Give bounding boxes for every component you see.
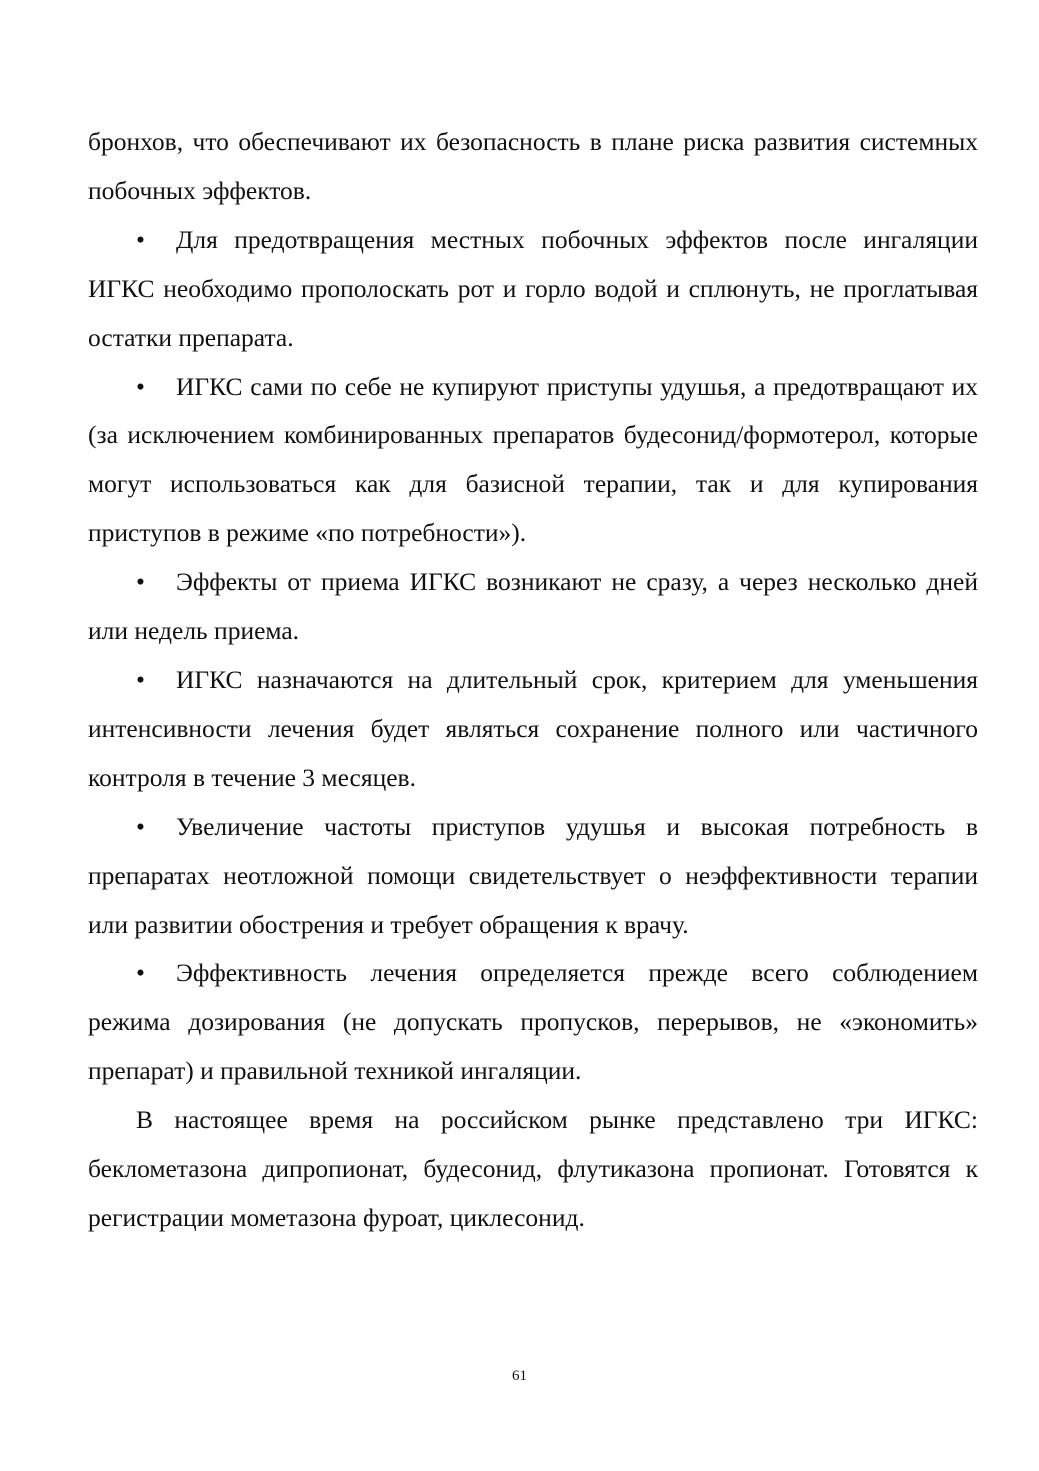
bullet-item: [88, 803, 978, 950]
bullet-item: [88, 656, 978, 803]
bullet-item: [88, 216, 978, 363]
continuation-paragraph: бронхов, что обеспечивают их безопасность в плане риска развития системных побочных эффектов.: [88, 127, 978, 205]
bullet-text: Для предотвращения местных побочных эффектов после ингаляции ИГКС необходимо прополоскать рот и горло водой и сплюнуть, не проглатывая остатки препарата.: [88, 224, 978, 352]
page-number: 61: [512, 1368, 527, 1384]
bullet-item: [88, 949, 978, 1096]
bullet-item: [88, 363, 978, 559]
bullet-text: ИГКС назначаются на длительный срок, критерием для уменьшения интенсивности лечения будет являться сохранение полного или частичного контроля в течение 3 месяцев.: [88, 664, 978, 792]
bullet-icon: •: [136, 567, 145, 597]
final-paragraph: В настоящее время на российском рынке представлено три ИГКС: беклометазона дипропионат, будесонид, флутиказона пропионат. Готовятся к регистрации мометазона фуроат, циклесонид.: [88, 1105, 978, 1232]
bullet-icon: •: [136, 371, 145, 401]
bullet-text: Эффективность лечения определяется прежде всего соблюдением режима дозирования (не допускать пропусков, перерывов, не «экономить» препарат) и правильной техникой ингаляции.: [88, 958, 978, 1086]
bullet-item: [88, 558, 978, 656]
bullet-text: Эффекты от приема ИГКС возникают не сразу, а через несколько дней или недель приема.: [88, 567, 978, 646]
bullet-icon: •: [136, 811, 145, 841]
bullet-icon: •: [136, 224, 145, 254]
bullet-text: Увеличение частоты приступов удушья и высокая потребность в препаратах неотложной помощи свидетельствует о неэффективности терапии или развитии обострения и требует обращения к врачу.: [88, 811, 978, 939]
bullet-icon: •: [136, 664, 145, 694]
bullet-text: ИГКС сами по себе не купируют приступы удушья, а предотвращают их (за исключением комбинированных препаратов будесонид/формотерол, которые могут использоваться как для базисной терапии, так и для купирования приступов в режиме «по потребности»).: [88, 371, 978, 548]
page-body: [88, 118, 978, 1243]
bullet-icon: •: [136, 958, 145, 988]
